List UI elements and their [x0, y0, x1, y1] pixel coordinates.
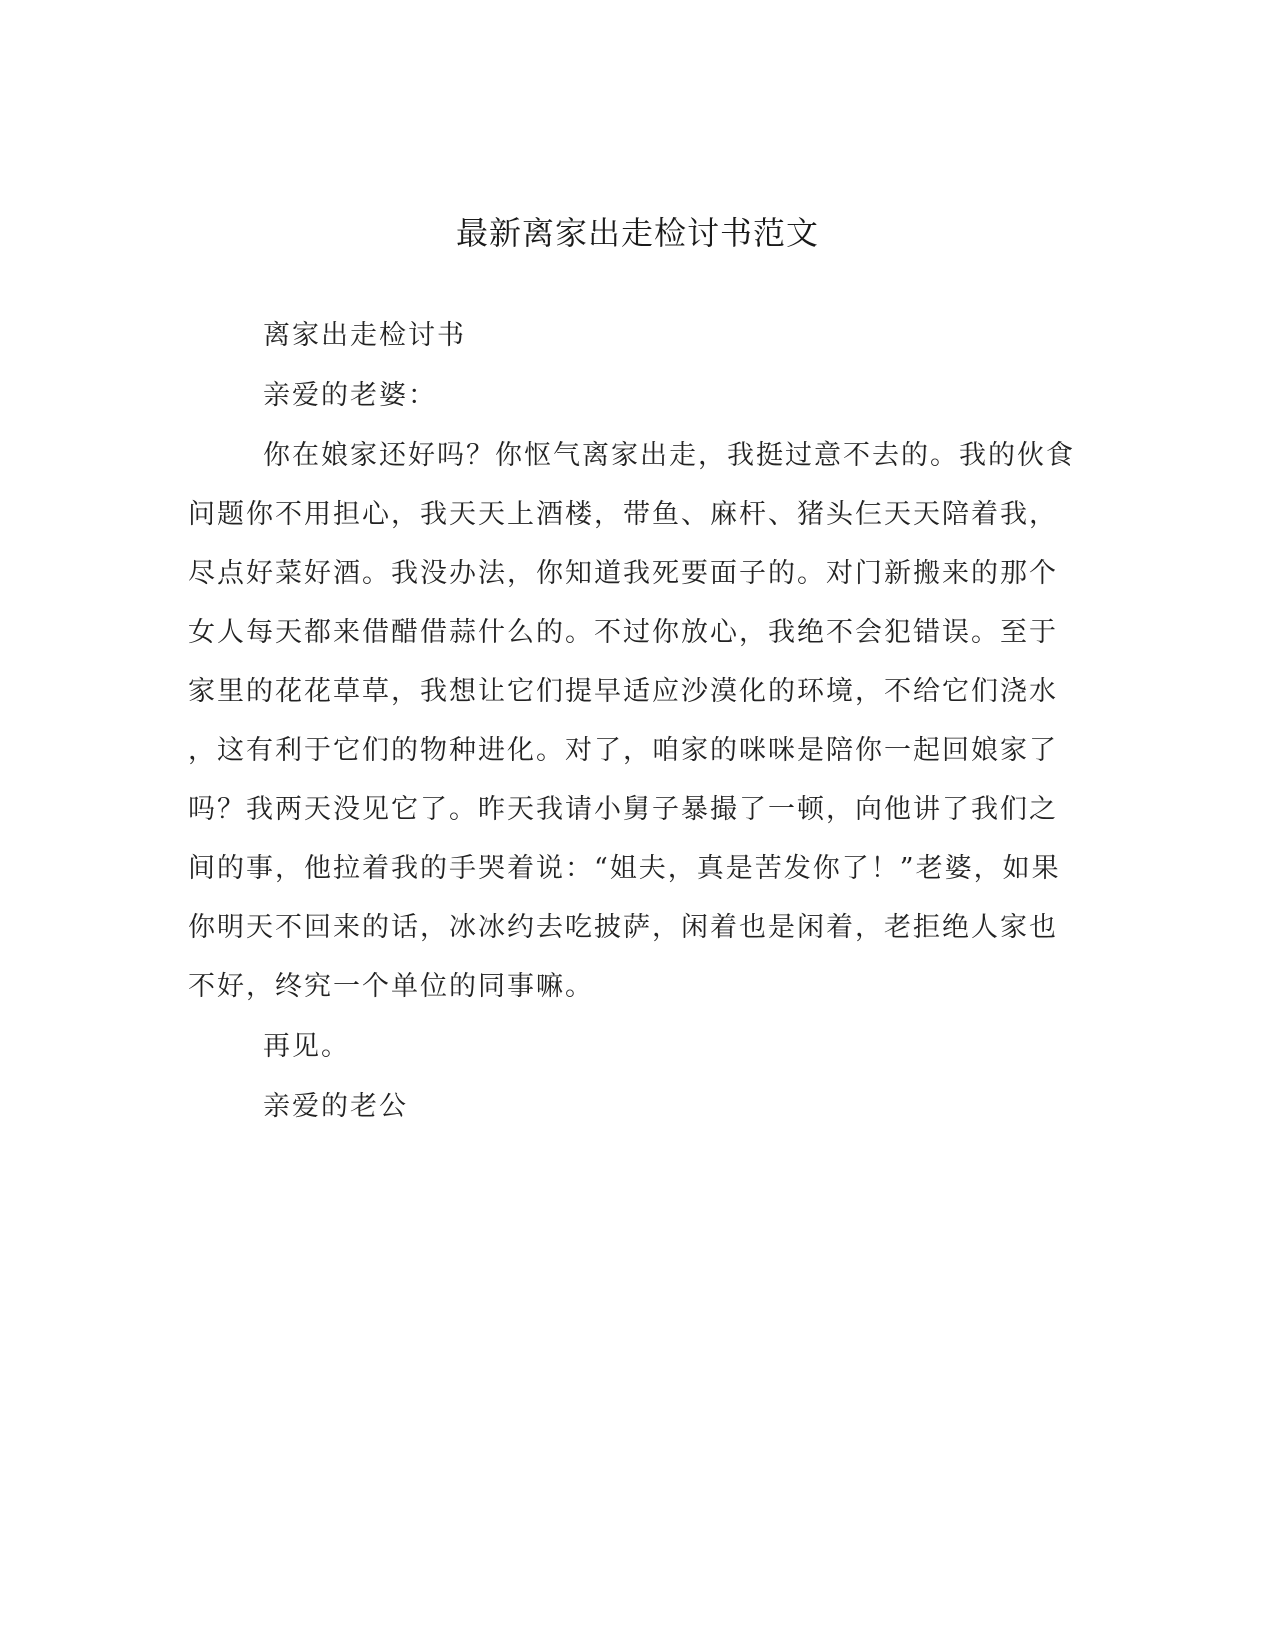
body-line: 尽点好菜好酒。我没办法，你知道我死要面子的。对门新搬来的那个: [188, 558, 1058, 589]
body-line: ，这有利于它们的物种进化。对了，咱家的咪咪是陪你一起回娘家了: [188, 735, 1058, 766]
body-line: 女人每天都来借醋借蒜什么的。不过你放心，我绝不会犯错误。至于: [188, 617, 1058, 648]
body-line: 间的事，他拉着我的手哭着说：“姐夫，真是苦发你了！”老婆，如果: [188, 853, 1061, 884]
closing: 再见。: [263, 1031, 350, 1062]
body-line: 你在娘家还好吗？你怄气离家出走，我挺过意不去的。我的伙食: [263, 440, 1075, 471]
letter-heading: 离家出走检讨书: [263, 320, 466, 351]
body-line: 吗？我两天没见它了。昨天我请小舅子暴撮了一顿，向他讲了我们之: [188, 794, 1058, 825]
body-line: 家里的花花草草，我想让它们提早适应沙漠化的环境，不给它们浇水: [188, 676, 1058, 707]
signature: 亲爱的老公: [263, 1091, 408, 1122]
body-line: 问题你不用担心，我天天上酒楼，带鱼、麻杆、猪头仨天天陪着我，: [188, 499, 1058, 530]
document-title: 最新离家出走检讨书范文: [455, 214, 819, 252]
body-line: 不好，终究一个单位的同事嘛。: [188, 971, 594, 1002]
body-line: 你明天不回来的话，冰冰约去吃披萨，闲着也是闲着，老拒绝人家也: [188, 912, 1058, 943]
salutation: 亲爱的老婆：: [263, 380, 437, 411]
